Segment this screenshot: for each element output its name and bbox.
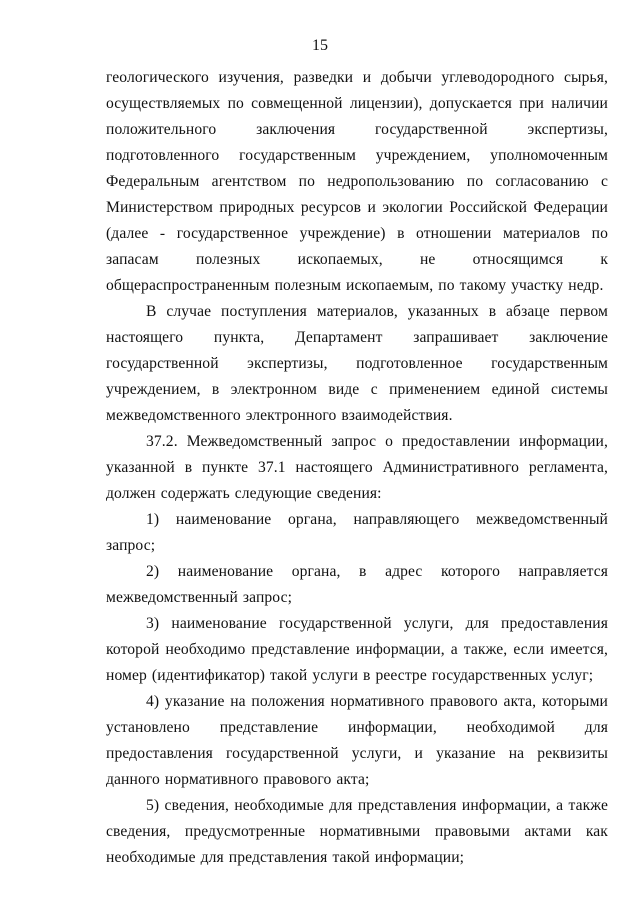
document-body xyxy=(106,65,608,871)
list-item-1: 1) наименование органа, направляющего межведомственный запрос; xyxy=(106,511,608,554)
list-item-4: 4) указание на положения нормативного правового акта, которыми установлено представление информации, необходимой для предоставления государственной услуги, и указание на реквизиты данного нормативного правового акта; xyxy=(106,693,608,788)
list-item-5: 5) сведения, необходимые для представления информации, а также сведения, предусмотренные нормативными правовыми актами как необходимые для представления такой информации; xyxy=(106,797,608,866)
paragraph-materials: В случае поступления материалов, указанных в абзаце первом настоящего пункта, Департамент запрашивает заключение государственной экспертизы, подготовленное государственным учреждением, в электронном виде с применением единой системы межведомственного электронного взаимодействия. xyxy=(106,303,608,424)
paragraph-37-2: 37.2. Межведомственный запрос о предоставлении информации, указанной в пункте 37.1 настоящего Административного регламента, должен содержать следующие сведения: xyxy=(106,433,608,502)
list-item-2: 2) наименование органа, в адрес которого направляется межведомственный запрос; xyxy=(106,563,608,606)
paragraph-continuation: геологического изучения, разведки и добычи углеводородного сырья, осуществляемых по совмещенной лицензии), допускается при наличии положительного заключения государственной экспертизы, подготовленного государственным учреждением, уполномоченным Федеральным агентством по недропользованию по согласованию с Министерством природных ресурсов и экологии Российской Федерации (далее - государственное учреждение) в отношении материалов по запасам полезных ископаемых, не относящимся к общераспространенным полезным ископаемым, по такому участку недр. xyxy=(106,69,608,294)
list-item-3: 3) наименование государственной услуги, для предоставления которой необходимо представление информации, а также, если имеется, номер (идентификатор) такой услуги в реестре государственных услуг; xyxy=(106,615,608,684)
page-number: 15 xyxy=(312,37,328,54)
